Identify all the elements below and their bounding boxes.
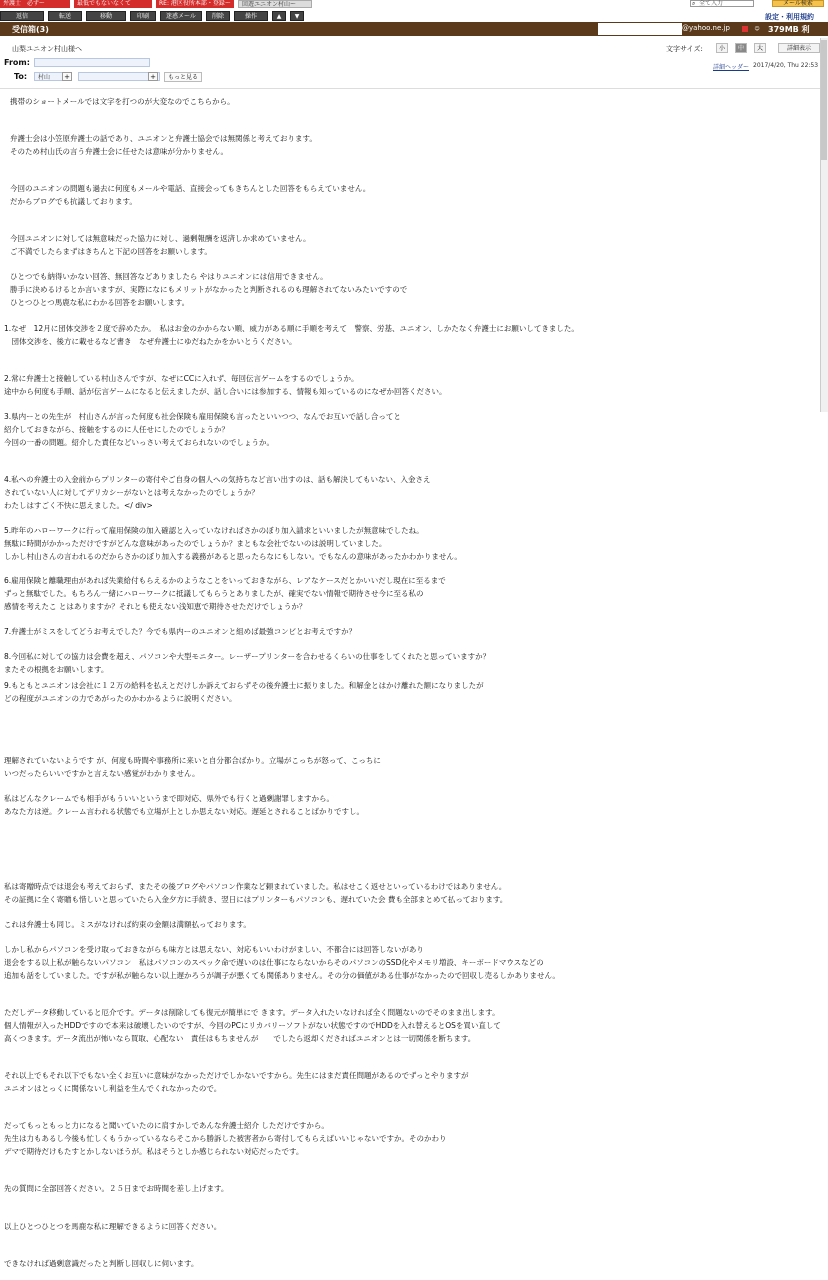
body-line: 今回の一番の問題。紹介した責任などいっさい考えておられないのでしょうか。 (4, 438, 274, 447)
body-line: 7.弁護士がミスをしてどうお考えでした？今でも県内ーのユニオンと組めば最強コンビとお考えですか？ (4, 627, 357, 636)
message-subject: 山梨ユニオン村山様へ (12, 45, 82, 53)
search-input[interactable]: 全て入力 (690, 0, 754, 7)
action-button[interactable]: 操作 (234, 11, 268, 21)
tab-4[interactable]: 回遊ユニオン村山ー (238, 0, 312, 8)
prev-message-button[interactable]: ▲ (272, 11, 286, 21)
move-button[interactable]: 移動 (86, 11, 126, 21)
body-line: 携帯のショートメールでは文字を打つのが大変なのでこちらから。 (10, 97, 235, 106)
folder-header-bar (0, 22, 828, 36)
account-email: @yahoo.ne.jp (682, 24, 730, 32)
mail-toolbar (0, 10, 828, 22)
body-line: 紹介しておきながら、接触をするのに人任せにしたのでしょうか？ (4, 425, 229, 434)
body-line: 感情を考えたこ とはありますか？それとも使えない浅知恵で期待させただけでしょうか？ (4, 602, 307, 611)
tab-2[interactable]: 最低でもないなくて (74, 0, 152, 8)
body-line: しかし私からパソコンを受け取っておきながらも味方とは思えない、対応もいいわけがましい、不都合には回答しないがあり (4, 945, 424, 954)
body-line: どの程度がユニオンの力であがったのかわかるように説明ください。 (4, 694, 237, 703)
to-label: To: (14, 72, 28, 81)
body-line: 4.私への弁護士の入金前からプリンターの寄付やご自身の個人への気持ちなど言い出すのは、話も解決してもいない、入金さえ (4, 475, 431, 484)
font-size-small-button[interactable]: 小 (716, 43, 728, 53)
body-line: 6.雇用保険と離職理由があれば失業給付もらえるかのようなことをいっておきながら、レアなケースだとかいいだし現在に至るまで (4, 576, 446, 585)
body-line: ひとつひとつ馬鹿な私にわかる回答をお願いします。 (10, 298, 190, 307)
body-line: 勝手に決めるけるとか言いますが、実際になにもメリットがなかったと判断されるのも理解されてないみたいですので (10, 285, 408, 294)
body-line: 今回ユニオンに対しては無意味だった協力に対し、過剰報酬を返済しか求めていません。 (10, 234, 311, 243)
show-more-button[interactable]: もっと見る (164, 72, 202, 82)
body-line: 途中から何度も手順、話が伝言ゲームになると伝えましたが、話し合いには参加する、情報も知っているのになぜか回答ください。 (4, 387, 447, 396)
settings-terms-link[interactable]: 設定・利用規約 (765, 13, 814, 21)
body-line: 私は寄贈時点では退会も考えておらず、またその後ブログやパソコン作業など頼まれていました。私はせこく返せといっているわけではありません。 (4, 882, 507, 891)
body-line: 高くつきます。データ流出が怖いなら買取、心配ない 責任はもちませんが でしたら返却くださればユニオンとは一切関係を断ちます。 (4, 1034, 476, 1043)
body-line: 追加も話をしていました。ですが私が触らない以上遅かろうが調子が悪くても関係ありません。その分の価値がある仕事がなかったので回収し売るしかありません。 (4, 971, 560, 980)
delete-button[interactable]: 削除 (206, 11, 230, 21)
forward-button[interactable]: 転送 (48, 11, 82, 21)
next-message-button[interactable]: ▼ (290, 11, 304, 21)
body-line: デマで期待だけもたすとかしないほうが。私はそうとしか感じられない対応だったです。 (4, 1147, 304, 1156)
detail-header-link[interactable]: 詳細ヘッダー (713, 64, 750, 71)
to-chip-label: 村山 (38, 74, 51, 81)
body-line: ただしデータ移動していると厄介です。データは削除しても復元が簡単にで きます。データ入れたいなければ全く問題ないのでそのまま出します。 (4, 1008, 500, 1017)
body-line: しかし村山さんの言われるのだからさかのぼり加入する義務があると思ったらなにもしない。でもなんの意味があったかわかりません。 (4, 552, 462, 561)
tab-3[interactable]: RE: 港区役所本部・登録ー (156, 0, 234, 8)
reply-button[interactable]: 返信 (0, 11, 44, 21)
body-line: そのため村山氏の言う弁護士会に任せたは意味が分かりません。 (10, 147, 228, 156)
body-line: 先の質問に全部回答ください。２５日までお時間を差し上げます。 (4, 1184, 229, 1193)
inbox-title[interactable]: 受信箱(3) (12, 25, 49, 34)
body-line: 団体交渉を、後方に載せるなど書き なぜ弁護士にゆだねたかをかいとうください。 (4, 337, 297, 346)
body-line: だってもっともっと力になると聞いていたのに肩すかしであんな弁護士紹介 しただけですから。 (4, 1121, 329, 1130)
body-line: ひとつでも納得いかない回答、無回答などありましたら やはりユニオンには信用できません。 (10, 272, 328, 281)
body-line: 私はどんなクレームでも相手がもういいというまで即対応、県外でも行くと過剰謝罪しますから。 (4, 794, 334, 803)
font-size-label: 文字サイズ: (666, 45, 703, 53)
body-line: あなた方は逆。クレーム言われる状態でも立場が上としか思えない対応。遅延とされることばかりですし。 (4, 807, 364, 816)
body-line: わたしはすごく不快に思えました。</ div> (4, 501, 153, 510)
font-size-large-button[interactable]: 大 (754, 43, 766, 53)
from-address-chip[interactable] (34, 58, 150, 67)
body-line: だからブログでも抗議しております。 (10, 197, 137, 206)
alert-icon (742, 26, 748, 32)
font-size-medium-button[interactable]: 中 (735, 43, 747, 53)
body-line: 以上ひとつひとつを馬鹿な私に理解できるように回答ください。 (4, 1222, 222, 1231)
body-line: 3.県内ーとの先生が 村山さんが言った何度も社会保険も雇用保険も言ったといいつつ、なんでお互いで話し合ってと (4, 412, 401, 421)
body-line: 今回のユニオンの問題も過去に何度もメールや電話、直接会ってもきちんとした回答をもらえていません。 (10, 184, 371, 193)
storage-usage: 379MB 利 (768, 25, 810, 34)
search-icon: ⌕ (692, 0, 696, 7)
body-line: されていない人に対してデリカシーがないとは考えなかったのでしょうか？ (4, 488, 259, 497)
body-line: 個人情報が入ったHDDですので本来は破壊したいのですが、今回のPCにリカバリーソフトがない状態ですのでHDDを入れ替えるとOSを買い直して (4, 1021, 501, 1030)
account-redaction (598, 23, 682, 35)
message-date: 2017/4/20, Thu 22:53 (753, 62, 819, 69)
tab-1[interactable]: 弁護士 必ずー (0, 0, 70, 8)
body-line: 9.もともとユニオンは会社に１２万の給料を払えとだけしか訴えておらずその後弁護士に振りました。和解金とはかけ離れた額になりましたが (4, 681, 484, 690)
body-line: それ以上でもそれ以下でもない全くお互いに意味がなかっただけでしかないですから。先生にはまだ責任問題があるのでずっとやりますが (4, 1071, 469, 1080)
print-button[interactable]: 印刷 (130, 11, 156, 21)
body-line: できなければ過剰意識だったと判断し回収しに伺います。 (4, 1259, 199, 1268)
body-line: 5.昨年のハローワークに行って雇用保険の加入確認と入っていなければさかのぼり加入請求といいましたが無意味でしたね。 (4, 526, 424, 535)
body-line: 退会をする以上私が触らないパソコン 私はパソコンのスペック命で遅いのは仕事にならないからそのパソコンのSSD化やメモリ増設、キーボードマウスなどの (4, 958, 544, 967)
mail-search-button[interactable]: メール検索 (772, 0, 824, 7)
from-label: From: (4, 58, 30, 67)
body-line: その証拠に全く寄贈も惜しいと思っていたら入金夕方に手続き、翌日にはプリンターもパソコンも、遅れていた会 費も全部まとめて払っております。 (4, 895, 508, 904)
body-line: 1.なぜ 12月に団体交渉を２度で辞めたか。 私はお金のかからない順、威力がある順に手順を考えて 警察、労基、ユニオン、しかたなく弁護士にお願いしてきました。 (4, 324, 579, 333)
body-line: ユニオンはとっくに関係ないし利益を生んでくれなかったので。 (4, 1084, 222, 1093)
body-line: 8.今回私に対しての協力は会費を超え、パソコンや大型モニター。レーザープリンターを合わせるくらいの仕事をしてくれたと思っていますか？ (4, 652, 491, 661)
body-line: ずっと無駄でした。もちろん一緒にハローワークに抵議してもらうとありましたが、確実でない情報で期待させ今に至る私の (4, 589, 424, 598)
header-divider (0, 88, 820, 89)
body-line: これは弁護士も同じ。ミスがなければ約束の金額は満額払っております。 (4, 920, 251, 929)
add-contact-button-2[interactable]: + (148, 72, 158, 81)
browser-tab-strip (0, 0, 828, 8)
spam-button[interactable]: 迷惑メール (160, 11, 202, 21)
body-line: またその根拠をお願いします。 (4, 665, 109, 674)
add-contact-button[interactable]: + (62, 72, 72, 81)
user-icon: ☺ (754, 26, 760, 32)
body-line: 理解されていないようです が、何度も時間や事務所に来いと自分都合ばかり。立場がこっちが怒って、こっちに (4, 756, 381, 765)
detail-display-button[interactable]: 詳細表示 (778, 43, 820, 53)
scrollbar-thumb[interactable] (821, 40, 827, 160)
body-line: いつだったらいいですかと言えない感覚がわかりません。 (4, 769, 200, 778)
body-line: ご不満でしたらまずはきちんと下記の回答をお願いします。 (10, 247, 212, 256)
body-line: 弁護士会は小笠原弁護士の話であり、ユニオンと弁護士協会では無関係と考えております。 (10, 134, 317, 143)
body-line: 2.常に弁護士と接触している村山さんですが、なぜにCCに入れず、毎回伝言ゲームをするのでしょうか。 (4, 374, 359, 383)
body-line: 無駄に時間がかかっただけですがどんな意味があったのでしょうか？まともな会社でないのは説明していました。 (4, 539, 387, 548)
body-line: 先生は力もあるし今後も忙しくもうかっているならそこから勝訴した被害者から寄付してもらえばいいじゃないですか。そのかわり (4, 1134, 447, 1143)
